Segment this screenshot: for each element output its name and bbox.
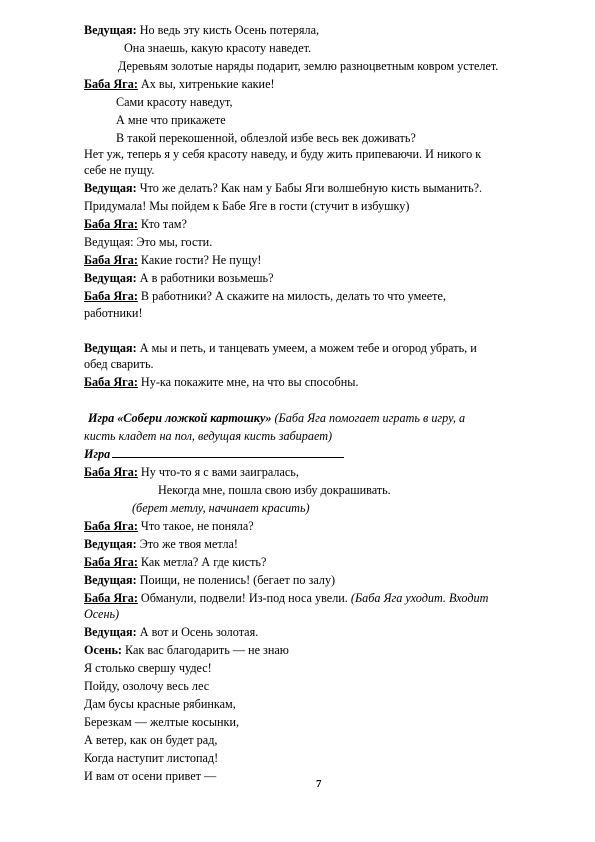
speaker-label: Баба Яга: (84, 555, 138, 569)
text-line (84, 696, 236, 712)
line-text: А в работники возьмешь? (136, 271, 274, 285)
line-text: Я столько свершу чудес! (84, 661, 212, 675)
line-text: себе не пущу. (84, 163, 155, 177)
line-text: Что такое, не поняла? (137, 519, 254, 533)
speaker-label: Ведущая: (84, 271, 137, 285)
line-text: работники! (84, 306, 143, 320)
line-text: Березкам — желтые косынки, (84, 715, 240, 729)
text-line (84, 606, 119, 622)
line-text: А мне что прикажете (116, 113, 226, 127)
text-line (118, 58, 498, 74)
line-text: Это же твоя метла! (136, 537, 238, 551)
text-line (84, 252, 261, 268)
line-text: Когда наступит листопад! (84, 751, 219, 765)
text-line (84, 234, 212, 250)
line-text: Пойду, озолочу весь лес (84, 679, 210, 693)
text-line (84, 732, 217, 748)
line-text: А мы и петь, и танцевать умеем, а можем тебе и огород убрать, и (136, 341, 477, 355)
line-text: Кто там? (137, 217, 187, 231)
speaker-label: Ведущая: (84, 537, 137, 551)
line-text: обед сварить. (84, 357, 154, 371)
text-line (116, 130, 416, 146)
text-line (84, 446, 344, 462)
text-line (132, 500, 310, 516)
line-text: Поищи, не поленись! (бегает по залу) (136, 573, 336, 587)
line-text: А ветер, как он будет рад, (84, 733, 218, 747)
line-text: Ах вы, хитренькие какие! (137, 77, 275, 91)
speaker-label: Баба Яга: (84, 465, 138, 479)
stage-direction: (Баба Яга помогает играть в игру, а (271, 411, 466, 425)
text-line (158, 482, 391, 498)
text-line (84, 642, 289, 658)
text-line (84, 356, 154, 372)
text-line (84, 22, 319, 38)
text-line (84, 714, 239, 730)
text-line (84, 554, 266, 570)
line-text: Что же делать? Как нам у Бабы Яги волшебную кисть выманить?. (136, 181, 483, 195)
speaker-label: Игра (84, 447, 111, 461)
line-text: Обманули, подвели! Из-под носа увели. (137, 591, 351, 605)
speaker-label: Ведущая: (84, 341, 137, 355)
speaker-label: Баба Яга: (84, 519, 138, 533)
speaker-label: Баба Яга: (84, 253, 138, 267)
text-line (84, 768, 216, 784)
speaker-label: Игра «Собери ложкой картошку» (88, 411, 272, 425)
line-text: Она знаешь, какую красоту наведет. (124, 41, 312, 55)
line-text: Сами красоту наведут, (116, 95, 233, 109)
text-line (84, 464, 299, 480)
stage-direction: кисть кладет на пол, ведущая кисть забирает) (84, 429, 333, 443)
speaker-label: Ведущая: (84, 625, 137, 639)
text-line (84, 198, 409, 214)
stage-direction: Осень) (84, 607, 120, 621)
speaker-label: Ведущая: (84, 573, 137, 587)
text-line (84, 624, 258, 640)
line-text: И вам от осени привет — (84, 769, 217, 783)
speaker-label: Баба Яга: (84, 375, 138, 389)
speaker-label: Осень: (84, 643, 122, 657)
text-line (84, 428, 332, 444)
speaker-label: Ведущая: (84, 181, 137, 195)
line-text: Как метла? А где кисть? (137, 555, 267, 569)
text-line (116, 94, 233, 110)
text-line (84, 572, 335, 588)
text-line (84, 750, 218, 766)
line-text: Ведущая: Это мы, гости. (84, 235, 213, 249)
text-line (116, 112, 226, 128)
stage-direction: (Баба Яга уходит. Входит (350, 591, 489, 605)
text-line (84, 678, 209, 694)
text-line (84, 590, 488, 606)
line-text: А вот и Осень золотая. (136, 625, 259, 639)
line-text: Дам бусы красные рябинкам, (84, 697, 236, 711)
line-text: В работники? А скажите на милость, делать то что умеете, (137, 289, 446, 303)
text-line (84, 162, 154, 178)
text-line (84, 340, 477, 356)
text-line (84, 660, 212, 676)
line-text: Придумала! Мы пойдем к Бабе Яге в гости (стучит в избушку) (84, 199, 410, 213)
line-text: В такой перекошенной, облезлой избе весь век доживать? (116, 131, 416, 145)
line-text: Какие гости? Не пущу! (137, 253, 262, 267)
text-line (84, 288, 446, 304)
text-line (84, 146, 481, 162)
text-line (84, 270, 273, 286)
line-text: Но ведь эту кисть Осень потеряла, (136, 23, 320, 37)
line-text: Как вас благодарить — не знаю (121, 643, 289, 657)
line-text: Некогда мне, пошла свою избу докрашивать. (158, 483, 391, 497)
speaker-label: Баба Яга: (84, 217, 138, 231)
speaker-label: Ведущая: (84, 23, 137, 37)
blank-underline (112, 446, 344, 458)
text-line (88, 410, 465, 426)
text-line (84, 518, 254, 534)
stage-direction: (берет метлу, начинает красить) (132, 501, 310, 515)
speaker-label: Баба Яга: (84, 591, 138, 605)
text-line (84, 536, 238, 552)
text-line (84, 180, 482, 196)
page-number: 7 (316, 778, 322, 790)
speaker-label: Баба Яга: (84, 77, 138, 91)
text-line (124, 40, 311, 56)
text-line (84, 76, 275, 92)
text-line (84, 374, 359, 390)
line-text: Деревьям золотые наряды подарит, землю разноцветным ковром устелет. (118, 59, 499, 73)
line-text: Ну что-то я с вами заигралась, (137, 465, 299, 479)
speaker-label: Баба Яга: (84, 289, 138, 303)
text-line (84, 305, 143, 321)
text-line (84, 216, 187, 232)
line-text: Нет уж, теперь я у себя красоту наведу, и буду жить припеваючи. И никого к (84, 147, 482, 161)
line-text: Ну-ка покажите мне, на что вы способны. (137, 375, 359, 389)
